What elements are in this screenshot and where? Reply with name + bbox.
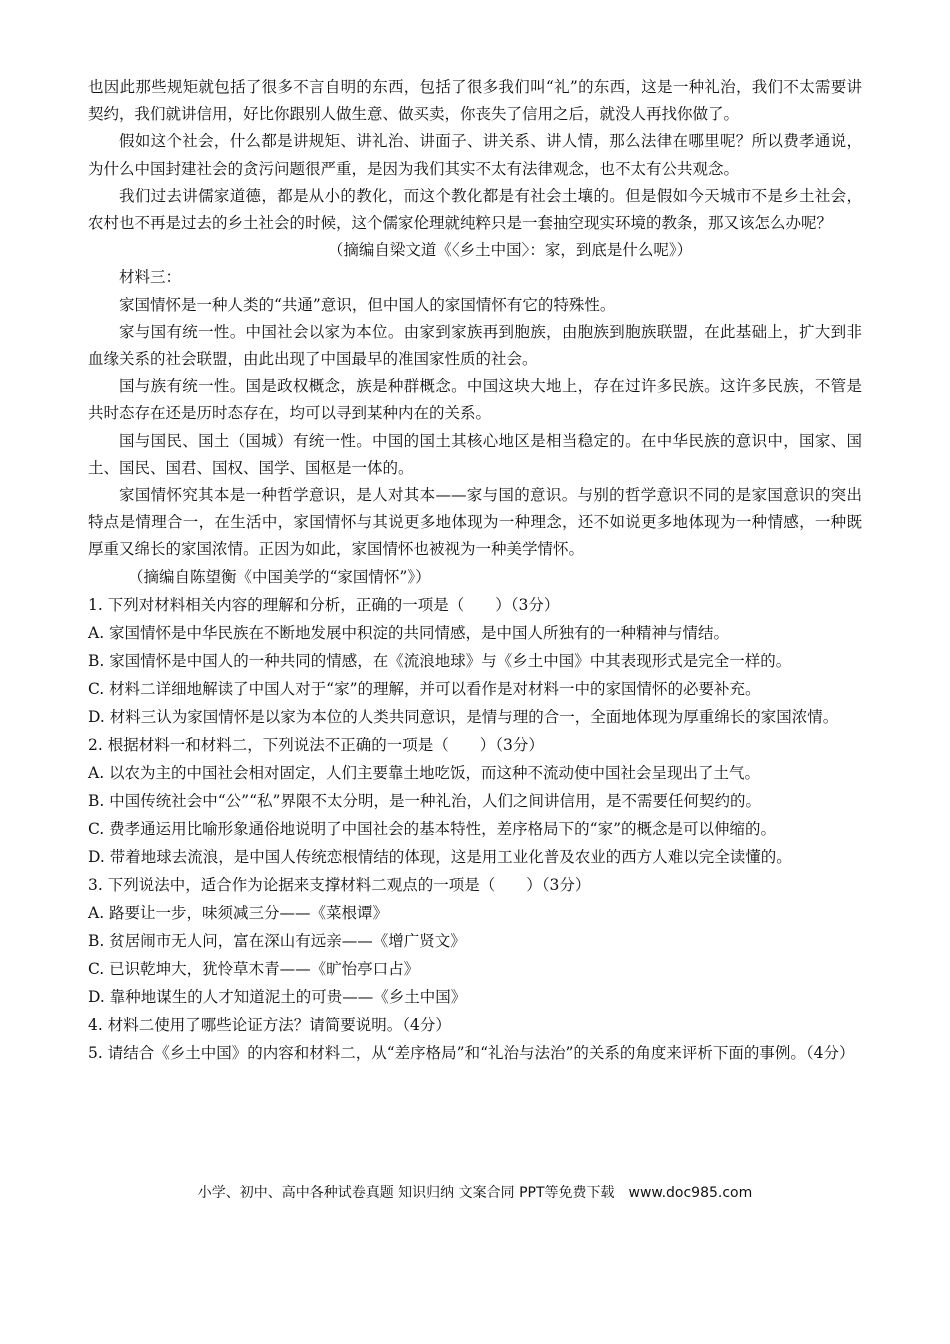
option-a: A. 家国情怀是中华民族在不断地发展中积淀的共同情感，是中国人所独有的一种精神与情结。	[88, 623, 730, 642]
option-c: C. 费孝通运用比喻形象通俗地说明了中国社会的基本特性，差序格局下的“家”的概念是可以伸缩的。	[88, 819, 777, 838]
material2-paragraph: 也因此那些规矩就包括了很多不言自明的东西，包括了很多我们叫“礼”的东西，这是一种礼治，我们不太需要讲契约，我们就讲信用，好比你跟别人做生意、做买卖，你丧失了信用之后，就没人再找你做了。	[88, 78, 862, 124]
material2-source: （摘编自梁文道《〈乡土中国〉：家，到底是什么呢》）	[327, 241, 693, 260]
option-b: B. 贫居闹市无人问，富在深山有远亲——《增广贤文》	[88, 931, 466, 950]
footer-ad-text: 小学、初中、高中各种试卷真题 知识归纳 文案合同 PPT等免费下载 www.doc985.com	[197, 1185, 753, 1201]
material3-paragraph: 国与族有统一性。国是政权概念，族是种群概念。中国这块大地上，存在过许多民族。这许多民族，不管是共时态存在还是历时态存在，均可以寻到某种内在的关系。	[88, 377, 862, 423]
material3-paragraph: 家国情怀是一种人类的“共通”意识，但中国人的家国情怀有它的特殊性。	[119, 295, 616, 314]
option-a: A. 路要让一步，味须减三分——《菜根谭》	[88, 903, 389, 922]
material3-paragraph: 家国情怀究其本是一种哲学意识，是人对其本——家与国的意识。与别的哲学意识不同的是家国意识的突出特点是情理合一，在生活中，家国情怀与其说更多地体现为一种理念，还不如说更多地体现为一种情感，一种既厚重又绵长的家国浓情。正因为如此，家国情怀也被视为一种美学情怀。	[88, 486, 862, 559]
question-stem: 1. 下列对材料相关内容的理解和分析，正确的一项是（ ）（3分）	[88, 595, 560, 614]
option-c: C. 已识乾坤大，犹怜草木青——《旷怡亭口占》	[88, 959, 420, 978]
material3-paragraph: 家与国有统一性。中国社会以家为本位。由家到家族再到胞族，由胞族到胞族联盟，在此基础上，扩大到非血缘关系的社会联盟，由此出现了中国最早的准国家性质的社会。	[88, 322, 862, 369]
option-a: A. 以农为主的中国社会相对固定，人们主要靠土地吃饭，而这种不流动使中国社会呈现出了土气。	[88, 763, 761, 782]
question-3	[88, 871, 862, 1011]
material2-paragraph: 我们过去讲儒家道德，都是从小的教化，而这个教化都是有社会土壤的。但是假如今天城市不是乡土社会，农村也不再是过去的乡土社会的时候，这个儒家伦理就纯粹只是一套抽空现实环境的教条，那又该怎么办呢？	[88, 186, 862, 233]
question-stem: 3. 下列说法中，适合作为论据来支撑材料二观点的一项是（ ）（3分）	[88, 875, 591, 894]
option-b: B. 中国传统社会中“公”“私”界限不太分明，是一种礼治，人们之间讲信用，是不需要任何契约的。	[88, 791, 761, 810]
option-d: D. 材料三认为家国情怀是以家为本位的人类共同意识，是情与理的合一，全面地体现为厚重绵长的家国浓情。	[88, 707, 839, 726]
question-1	[88, 591, 862, 731]
material3-paragraph: 国与国民、国土（国城）有统一性。中国的国土其核心地区是相当稳定的。在中华民族的意识中，国家、国土、国民、国君、国权、国学、国枢是一体的。	[88, 431, 862, 477]
question-4: 4. 材料二使用了哪些论证方法？请简要说明。（4分）	[88, 1015, 451, 1034]
material3-source: （摘编自陈望衡《中国美学的“家国情怀”》）	[128, 567, 431, 586]
option-d: D. 靠种地谋生的人才知道泥土的可贵——《乡土中国》	[88, 987, 467, 1006]
question-stem: 2. 根据材料一和材料二，下列说法不正确的一项是（ ）（3分）	[88, 735, 544, 754]
question-2	[88, 731, 862, 871]
option-c: C. 材料二详细地解读了中国人对于“家”的理解，并可以看作是对材料一中的家国情怀的必要补充。	[88, 679, 761, 698]
question-5: 5. 请结合《乡土中国》的内容和材料二，从“差序格局”和“礼治与法治”的关系的角度来评析下面的事例。（4分）	[88, 1043, 855, 1062]
material3-heading: 材料三：	[119, 268, 182, 287]
option-b: B. 家国情怀是中国人的一种共同的情感，在《流浪地球》与《乡土中国》中其表现形式是完全一样的。	[88, 651, 792, 670]
material2-paragraph: 假如这个社会，什么都是讲规矩、讲礼治、讲面子、讲关系、讲人情，那么法律在哪里呢？所以费孝通说，为什么中国封建社会的贪污问题很严重，是因为我们其实不太有法律观念，也不太有公共观念。	[88, 132, 862, 178]
option-d: D. 带着地球去流浪，是中国人传统恋根情结的体现，这是用工业化普及农业的西方人难以完全读懂的。	[88, 847, 792, 866]
